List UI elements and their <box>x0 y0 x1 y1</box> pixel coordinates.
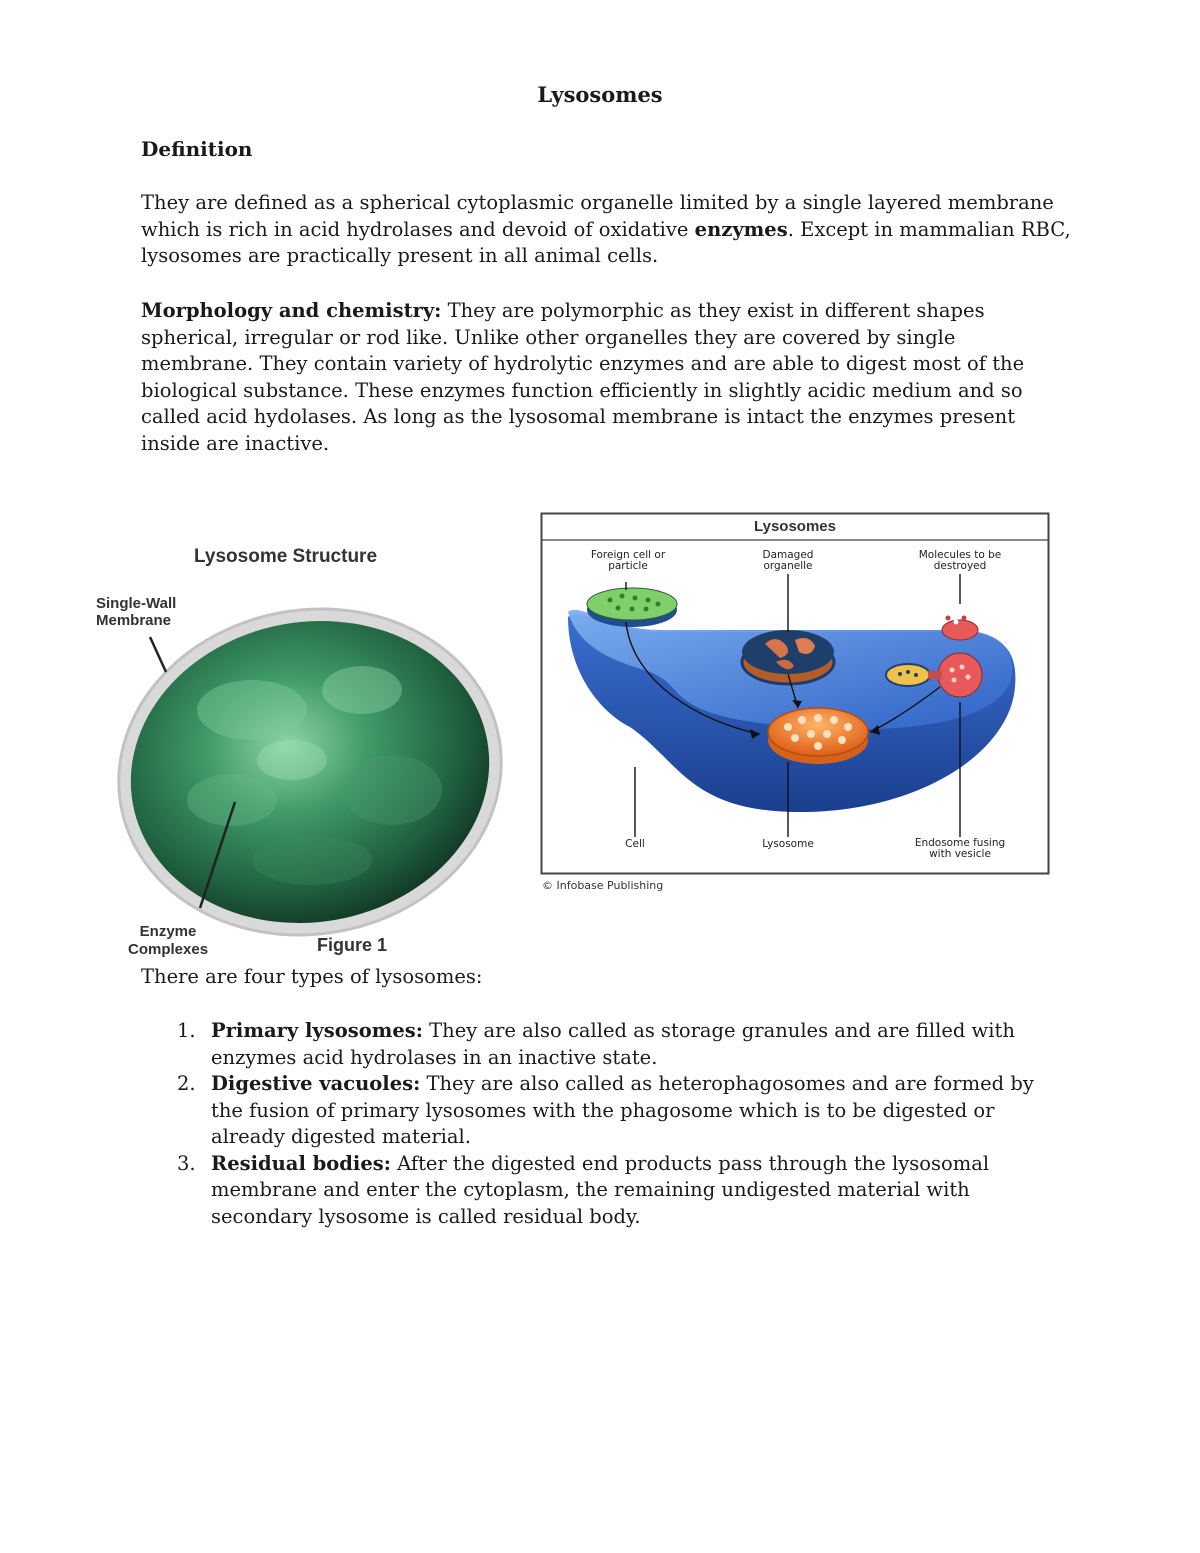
figure-lysosomes-diagram <box>540 512 1050 897</box>
definition-paragraph <box>141 190 1071 270</box>
types-intro: There are four types of lysosomes: <box>141 965 483 988</box>
label-single-wall-membrane <box>96 595 176 629</box>
label-damaged-line2: organelle <box>763 560 813 572</box>
list-text: They are also called as storage granules and are filled with enzymes acid hydrolases in an inactive state. <box>211 1019 1015 1069</box>
lysosome-types-list <box>141 1018 1053 1230</box>
label-membrane-line2: Membrane <box>96 612 172 629</box>
definition-heading: Definition <box>141 137 253 161</box>
label-cell: Cell <box>625 838 645 850</box>
label-foreign-cell <box>568 550 688 572</box>
figure2-credit: © Infobase Publishing <box>542 879 664 892</box>
label-molecules-line1: Molecules to be <box>918 549 1002 561</box>
list-label: Digestive vacuoles: <box>211 1072 421 1095</box>
label-molecules-line2: destroyed <box>933 560 987 572</box>
list-number: 1. <box>177 1019 196 1042</box>
label-membrane-line1: Single-Wall <box>96 595 177 612</box>
list-label: Primary lysosomes: <box>211 1019 423 1042</box>
definition-text-b: . Except in mammalian RBC, lysosomes are practically present in all animal cells. <box>141 217 1071 267</box>
label-enzyme-line2: Complexes <box>128 941 209 958</box>
figure2-title: Lysosomes <box>754 518 836 535</box>
list-text: After the digested end products pass through the lysosomal membrane and enter the cytoplasm, the remaining undigested material with secondary lysosome is called residual body. <box>211 1151 990 1228</box>
definition-text-a: They are defined as a spherical cytoplasmic organelle limited by a single layered membrane which is rich in acid hydrolases and devoid of oxidative <box>141 191 1054 241</box>
list-number: 3. <box>177 1151 196 1175</box>
morphology-paragraph <box>141 298 1071 457</box>
page-title: Lysosomes <box>537 82 663 107</box>
label-damaged-organelle <box>730 550 846 572</box>
figure1-caption: Figure 1 <box>317 935 388 955</box>
label-enzyme-complexes <box>128 923 208 959</box>
label-damaged-line1: Damaged <box>762 549 814 561</box>
label-endosome-line1: Endosome fusing <box>914 837 1006 849</box>
label-endosome-fusing <box>898 838 1022 860</box>
morphology-label: Morphology and chemistry: <box>141 299 442 322</box>
label-molecules-destroyed <box>900 550 1020 572</box>
label-endosome-line2: with vesicle <box>929 848 991 860</box>
label-foreign-line2: particle <box>608 560 648 572</box>
list-label: Residual bodies: <box>211 1151 391 1175</box>
figure1-title: Lysosome Structure <box>194 546 378 567</box>
list-text: They are also called as heterophagosomes and are formed by the fusion of primary lysosomes with the phagosome which is to be digested or already digested material. <box>211 1072 1034 1148</box>
list-item <box>141 1151 1053 1231</box>
list-item <box>141 1071 1053 1151</box>
label-foreign-line1: Foreign cell or <box>590 549 666 561</box>
label-enzyme-line1: Enzyme <box>139 923 197 940</box>
definition-text-bold: enzymes <box>694 217 788 241</box>
morphology-text: They are polymorphic as they exist in different shapes spherical, irregular or rod like. Unlike other organelles they are covered by single membrane. They contain variety of hydrolytic enzymes and are able to digest most of the biological substance. These enzymes function efficiently in slightly acidic medium and so called acid hydolases. As long as the lysosomal membrane is intact the enzymes present inside are inactive. <box>141 299 1025 455</box>
list-number: 2. <box>177 1072 196 1095</box>
label-lysosome: Lysosome <box>762 838 814 850</box>
figure-lysosome-structure <box>92 540 512 965</box>
list-item <box>141 1018 1053 1071</box>
